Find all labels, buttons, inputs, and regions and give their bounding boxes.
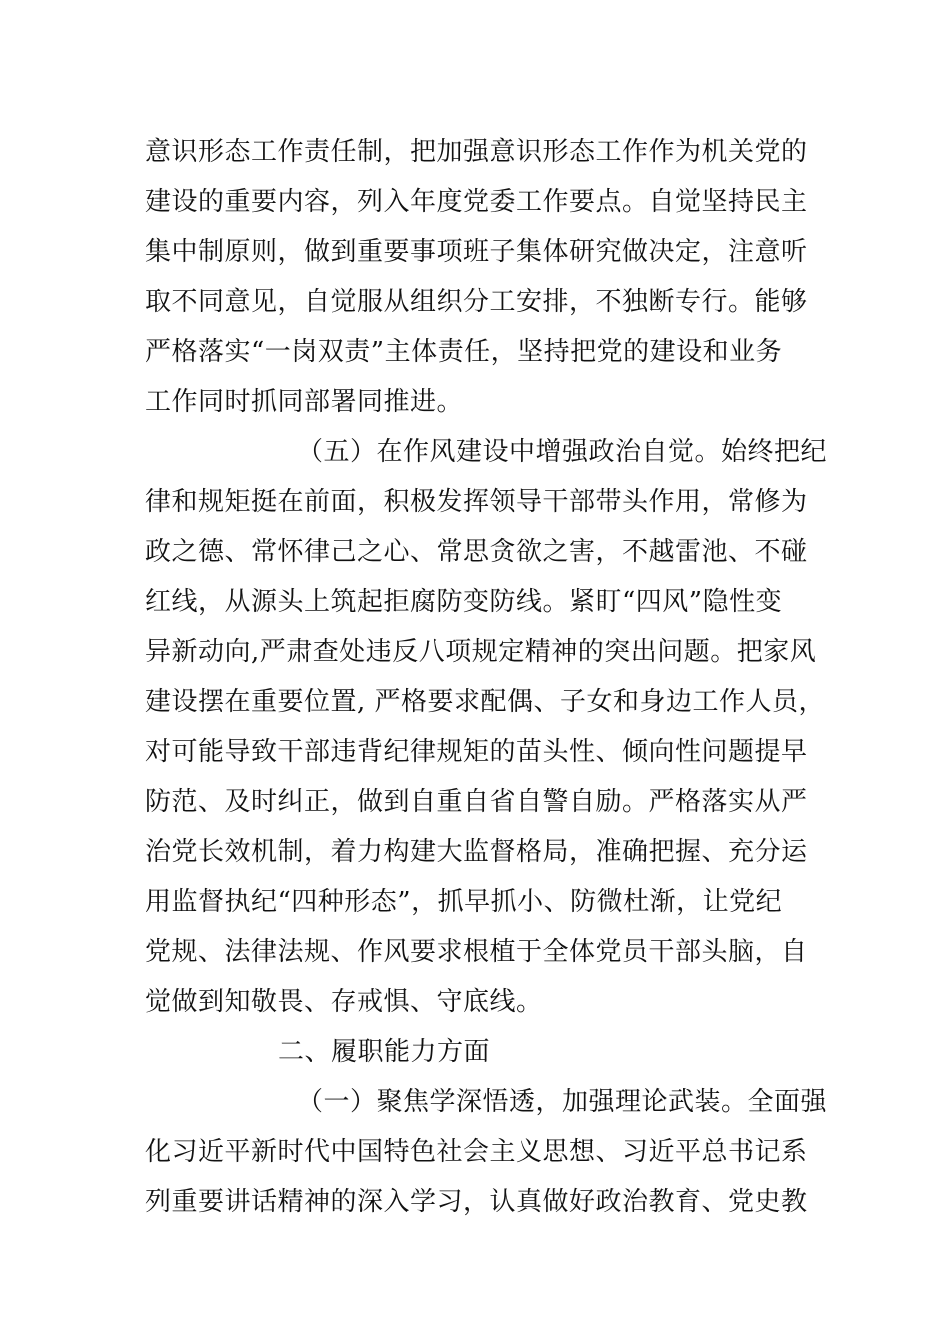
text-line: 化习近平新时代中国特色社会主义思想、习近平总书记系 <box>145 1137 808 1167</box>
text-line: 用监督执纪“四种形态”，抓早抓小、防微杜渐，让党纪 <box>145 887 783 917</box>
text-line: 取不同意见，自觉服从组织分工安排，不独断专行。能够 <box>145 287 808 317</box>
subsection-heading-one: （一）聚焦学深悟透，加强理论武装。全面强 <box>297 1087 828 1117</box>
text-line: 建设摆在重要位置, 严格要求配偶、子女和身边工作人员， <box>145 687 826 717</box>
section-heading-two: 二、履职能力方面 <box>278 1037 491 1067</box>
text-line: 治党长效机制，着力构建大监督格局，准确把握、充分运 <box>145 837 808 867</box>
text-line: 列重要讲话精神的深入学习，认真做好政治教育、党史教 <box>145 1187 808 1217</box>
text-line: 意识形态工作责任制，把加强意识形态工作作为机关党的 <box>145 137 808 167</box>
text-line: 觉做到知敬畏、存戒惧、守底线。 <box>145 987 543 1017</box>
text-line: 异新动向,严肃查处违反八项规定精神的突出问题。把家风 <box>145 637 817 667</box>
text-line: 政之德、常怀律己之心、常思贪欲之害，不越雷池、不碰 <box>145 537 808 567</box>
text-line: 工作同时抓同部署同推进。 <box>145 387 464 417</box>
text-line: 防范、及时纠正，做到自重自省自警自励。严格落实从严 <box>145 787 808 817</box>
text-line: 红线，从源头上筑起拒腐防变防线。紧盯“四风”隐性变 <box>145 587 783 617</box>
text-line: 对可能导致干部违背纪律规矩的苗头性、倾向性问题提早 <box>145 737 808 767</box>
text-line: 建设的重要内容，列入年度党委工作要点。自觉坚持民主 <box>145 187 808 217</box>
text-line: 集中制原则，做到重要事项班子集体研究做决定，注意听 <box>145 237 808 267</box>
section-heading-five: （五）在作风建设中增强政治自觉。始终把纪 <box>297 437 828 467</box>
text-line: 党规、法律法规、作风要求根植于全体党员干部头脑，自 <box>145 937 808 967</box>
text-line: 律和规矩挺在前面，积极发挥领导干部带头作用，常修为 <box>145 487 808 517</box>
text-line: 严格落实“一岗双责”主体责任，坚持把党的建设和业务 <box>145 337 783 367</box>
